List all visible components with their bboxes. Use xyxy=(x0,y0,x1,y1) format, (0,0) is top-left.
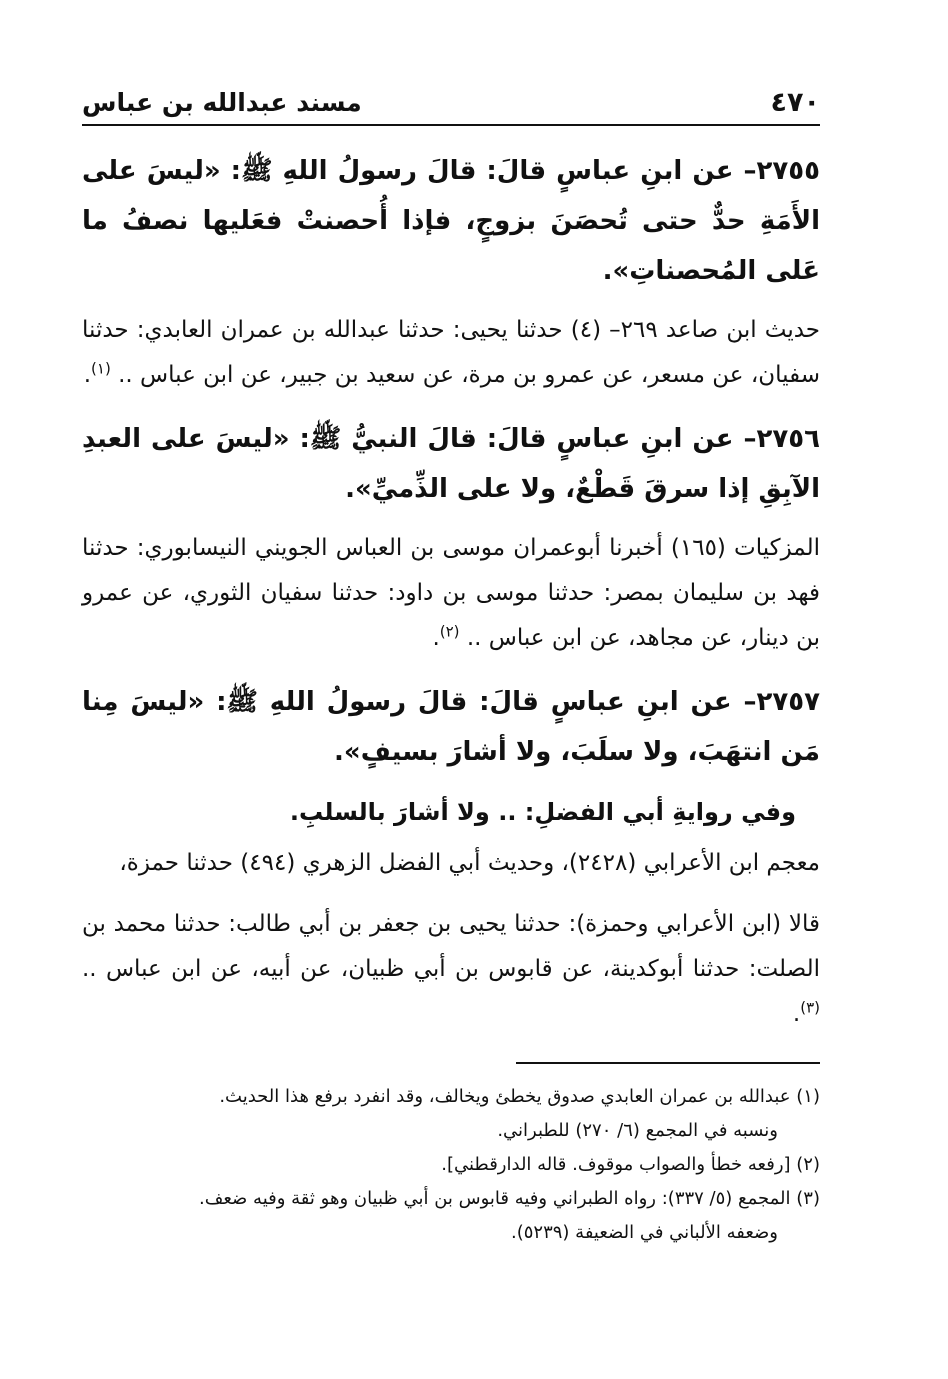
isnad-text: حديث ابن صاعد ٢٦٩– (٤) حدثنا يحيى: حدثنا عبدالله بن عمران العابدي: حدثنا سفيان، عن مسعر، عن عمرو بن مرة، عن سعيد بن جبير، عن ابن عباس .. xyxy=(82,317,821,388)
footnote-ref-1[interactable]: (١) xyxy=(91,359,111,378)
page-header xyxy=(82,86,820,126)
footnotes xyxy=(160,1080,820,1250)
isnad-text: المزكيات (١٦٥) أخبرنا أبوعمران موسى بن العباس الجويني النيسابوري: حدثنا فهد بن سليمان بمصر: حدثنا موسى بن داود: حدثنا سفيان الثوري، عن عمرو بن دينار، عن مجاهد، عن ابن عباس .. xyxy=(82,535,820,651)
running-title: مسند عبدالله بن عباس xyxy=(82,88,362,117)
isnad-2757-continued: قالا (ابن الأعرابي وحمزة): حدثنا يحيى بن جعفر بن أبي طالب: حدثنا محمد بن الصلت: حدثنا أبوكدينة، عن قابوس بن أبي ظبيان، عن أبيه، عن ابن عباس .. $^{(٣)}$. xyxy=(82,911,820,1027)
footnote-3-continued: وضعفه الألباني في الضعيفة (٥٢٣٩). xyxy=(511,1222,778,1243)
page-number: ٤٧٠ xyxy=(770,87,820,118)
variant-narration: وفي روايةِ أبي الفضلِ: .. ولا أشارَ بالسلبِ. xyxy=(289,798,796,826)
footnote-3: (٣) المجمع (٥/ ٣٣٧): رواه الطبراني وفيه قابوس بن أبي ظبيان وهو ثقة وفيه ضعف. xyxy=(199,1188,820,1209)
footnote-divider xyxy=(516,1062,820,1064)
isnad-2755: حديث ابن صاعد ٢٦٩– (٤) حدثنا يحيى: حدثنا عبدالله بن عمران العابدي: حدثنا سفيان، عن مسعر، عن عمرو بن مرة، عن سعيد بن جبير، عن ابن عباس .. $^{(١)}$. xyxy=(82,317,821,388)
isnad-2757: معجم ابن الأعرابي (٢٤٢٨)، وحديث أبي الفضل الزهري (٤٩٤) حدثنا حمزة، xyxy=(119,850,820,876)
main-text xyxy=(82,146,820,1053)
footnote-1-continued: ونسبه في المجمع (٦/ ٢٧٠) للطبراني. xyxy=(497,1120,778,1141)
footnote-ref-2[interactable]: (٢) xyxy=(439,622,460,641)
isnad-2756: المزكيات (١٦٥) أخبرنا أبوعمران موسى بن العباس الجويني النيسابوري: حدثنا فهد بن سليمان بمصر: حدثنا موسى بن داود: حدثنا سفيان الثوري، عن عمرو بن دينار، عن مجاهد، عن ابن عباس .. $^{(٢)}$. xyxy=(82,535,820,651)
hadith-2757: ٢٧٥٧– عن ابنِ عباسٍ قالَ: قالَ رسولُ اللهِ ﷺ: «ليسَ مِنا مَن انتهَبَ، ولا سلَبَ، ولا أشارَ بسيفٍ». xyxy=(82,687,820,767)
isnad-text: قالا (ابن الأعرابي وحمزة): حدثنا يحيى بن جعفر بن أبي طالب: حدثنا محمد بن الصلت: حدثنا أبوكدينة، عن قابوس بن أبي ظبيان، عن أبيه، عن ابن عباس .. xyxy=(82,911,820,982)
footnote-ref-3[interactable]: (٣) xyxy=(800,998,820,1017)
hadith-2755: ٢٧٥٥– عن ابنِ عباسٍ قالَ: قالَ رسولُ اللهِ ﷺ: «ليسَ على الأَمَةِ حدٌّ حتى تُحصَنَ بزوجٍ، فإذا أُحصنتْ فعَليها نصفُ ما عَلى المُحصناتِ». xyxy=(82,156,820,286)
footnote-2: (٢) [رفعه خطأ والصواب موقوف. قاله الدارقطني]. xyxy=(441,1154,820,1175)
footnote-1: (١) عبدالله بن عمران العابدي صدوق يخطئ ويخالف، وقد انفرد برفع هذا الحديث. xyxy=(219,1086,820,1107)
hadith-2756: ٢٧٥٦– عن ابنِ عباسٍ قالَ: قالَ النبيُّ ﷺ: «ليسَ على العبدِ الآبِقِ إذا سرقَ قَطْعٌ، ولا على الذِّميِّ». xyxy=(82,424,820,504)
